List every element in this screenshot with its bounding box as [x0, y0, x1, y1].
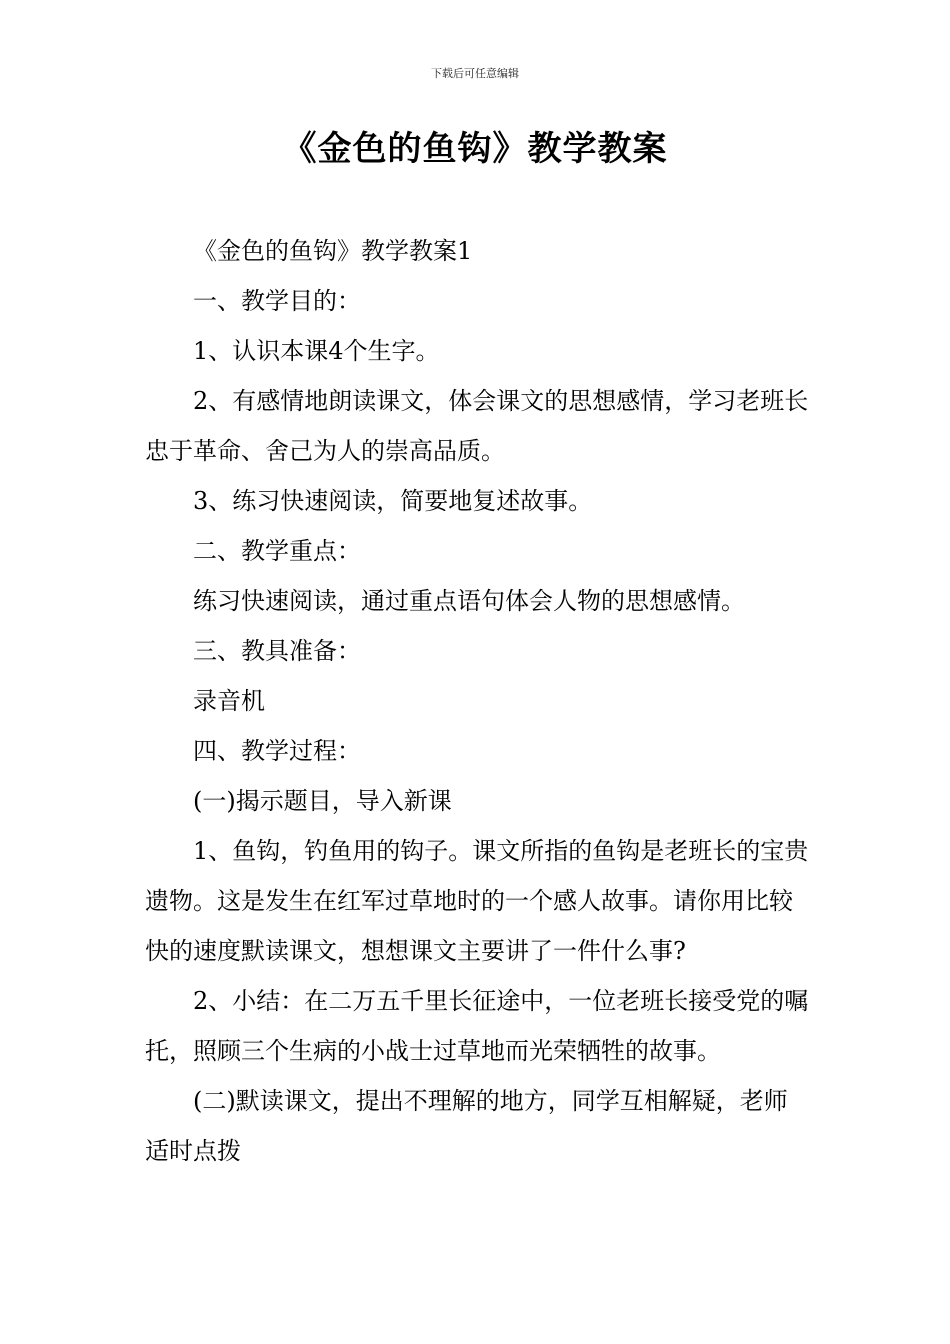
- document-title: 《金色的鱼钩》教学教案: [282, 129, 668, 169]
- paragraph: 3、练习快速阅读，简要地复述故事。: [193, 487, 593, 515]
- paragraph: 1、鱼钩，钓鱼用的钩子。课文所指的鱼钩是老班长的宝贵遗物。这是发生在红军过草地时的一个感人故事。请你用比较快的速度默读课文，想想课文主要讲了一件什么事?: [145, 837, 809, 965]
- paragraph-section-heading: 二、教学重点：: [193, 537, 361, 565]
- paragraph: 2、有感情地朗读课文，体会课文的思想感情，学习老班长忠于革命、舍己为人的崇高品质。: [145, 387, 809, 465]
- paragraph-section-heading: 一、教学目的：: [193, 287, 361, 315]
- paragraph-subheading: (二)默读课文，提出不理解的地方，同学互相解疑，老师适时点拨: [145, 1087, 788, 1165]
- paragraph-subheading: (一)揭示题目，导入新课: [193, 787, 452, 815]
- paragraph: 练习快速阅读，通过重点语句体会人物的思想感情。: [193, 587, 745, 615]
- paragraph: 2、小结：在二万五千里长征途中，一位老班长接受党的嘱托，照顾三个生病的小战士过草地而光荣牺牲的故事。: [145, 987, 809, 1065]
- paragraph: 录音机: [193, 687, 265, 715]
- paragraph-subtitle: 《金色的鱼钩》教学教案1: [193, 237, 473, 265]
- document-body: [145, 226, 810, 1176]
- paragraph: 1、认识本课4个生字。: [193, 337, 440, 365]
- paragraph-section-heading: 三、教具准备：: [193, 637, 361, 665]
- paragraph-section-heading: 四、教学过程：: [193, 737, 361, 765]
- header-note: 下载后可任意编辑: [431, 67, 519, 80]
